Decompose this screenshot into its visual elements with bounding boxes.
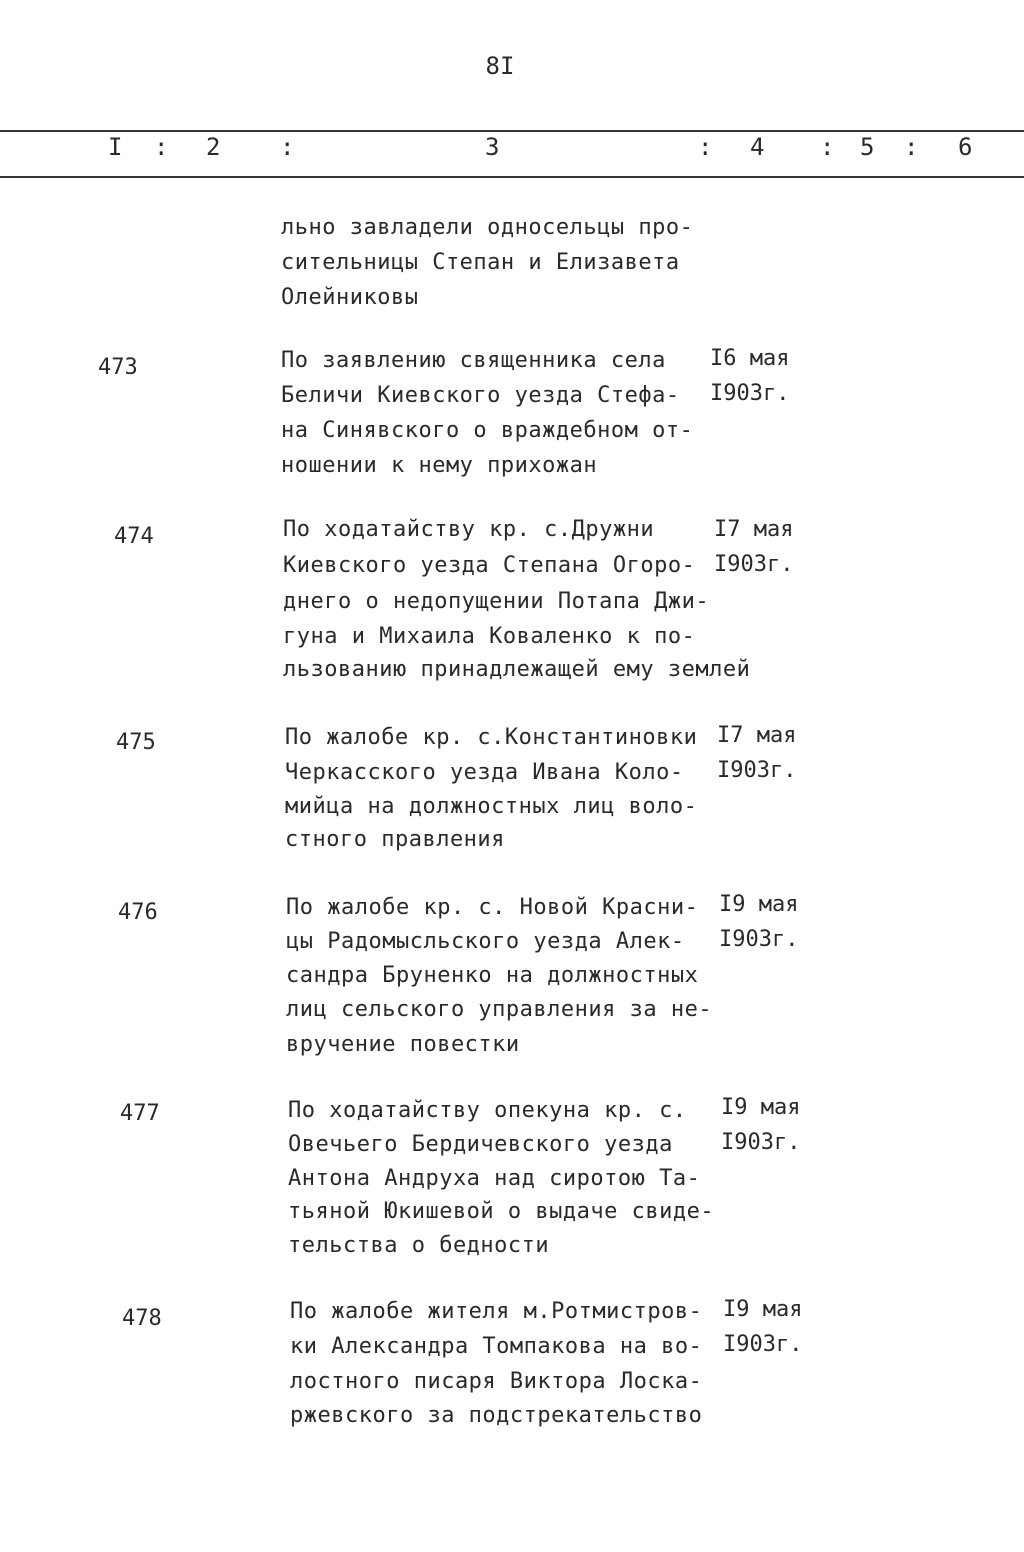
text-line: сандра Бруненко на должностных <box>286 963 699 988</box>
text-line: Черкасского уезда Ивана Коло- <box>285 760 684 785</box>
column-3-header: 3 <box>485 133 500 161</box>
text-line: лостного писаря Виктора Лоска- <box>290 1369 703 1394</box>
text-line: По жалобе кр. с.Константиновки <box>285 725 698 750</box>
text-line: тьяной Юкишевой о выдаче свиде- <box>288 1199 715 1224</box>
entry-date-year: I903г. <box>719 927 799 952</box>
entry-number: 477 <box>120 1101 160 1126</box>
entry-date-day: I7 мая <box>717 723 797 748</box>
column-separator: : <box>904 133 919 161</box>
column-2-header: 2 <box>206 133 221 161</box>
column-separator: : <box>820 133 835 161</box>
text-line: По жалобе кр. с. Новой Красни- <box>286 895 699 920</box>
page-number: 8I <box>485 52 515 80</box>
column-separator: : <box>154 133 169 161</box>
text-line: По ходатайству опекуна кр. с. <box>288 1098 687 1123</box>
column-5-header: 5 <box>860 133 875 161</box>
entry-date-year: I903г. <box>721 1130 801 1155</box>
text-line: на Синявского о враждебном от- <box>281 418 694 443</box>
text-line: лиц сельского управления за не- <box>286 997 713 1022</box>
text-line: днего о недопущении Потапа Джи- <box>283 589 710 614</box>
text-line: Киевского уезда Степана Огоро- <box>283 553 696 578</box>
entry-number: 474 <box>114 524 154 549</box>
text-line: мийца на должностных лиц воло- <box>285 794 698 819</box>
text-line: льзованию принадлежащей ему землей <box>283 657 751 682</box>
text-line: По ходатайству кр. с.Дружни <box>283 517 655 542</box>
entry-date-year: I903г. <box>717 758 797 783</box>
text-line: Антона Андруха над сиротою Та- <box>288 1166 701 1191</box>
column-1-header: I <box>108 133 123 161</box>
text-line: По жалобе жителя м.Ротмистров- <box>290 1299 703 1324</box>
text-line: гуна и Михаила Коваленко к по- <box>283 624 696 649</box>
entry-date-year: I903г. <box>714 552 794 577</box>
entry-date-day: I7 мая <box>714 517 794 542</box>
text-line: тельства о бедности <box>288 1233 550 1258</box>
header-bottom-rule <box>0 176 1024 178</box>
text-line: Беличи Киевского уезда Стефа- <box>281 383 680 408</box>
entry-date-day: I9 мая <box>723 1297 803 1322</box>
entry-date-year: I903г. <box>710 381 790 406</box>
column-separator: : <box>698 133 713 161</box>
text-line: ношении к нему прихожан <box>281 453 598 478</box>
text-line: ки Александра Томпакова на во- <box>290 1334 703 1359</box>
column-6-header: 6 <box>958 133 973 161</box>
column-4-header: 4 <box>750 133 765 161</box>
text-line: Олейниковы <box>281 285 419 310</box>
text-line: ржевского за подстрекательство <box>290 1403 703 1428</box>
entry-date-day: I9 мая <box>719 892 799 917</box>
entry-date-day: I6 мая <box>710 346 790 371</box>
entry-date-day: I9 мая <box>721 1095 801 1120</box>
text-line: цы Радомысльского уезда Алек- <box>286 929 685 954</box>
text-line: стного правления <box>285 827 505 852</box>
text-line: льно завладели односельцы про- <box>281 215 694 240</box>
entry-number: 475 <box>116 730 156 755</box>
entry-number: 478 <box>122 1306 162 1331</box>
entry-number: 473 <box>98 355 138 380</box>
text-line: вручение повестки <box>286 1032 520 1057</box>
entry-number: 476 <box>118 900 158 925</box>
entry-date-year: I903г. <box>723 1332 803 1357</box>
column-separator: : <box>280 133 295 161</box>
text-line: сительницы Степан и Елизавета <box>281 250 680 275</box>
text-line: Овечьего Бердичевского уезда <box>288 1132 673 1157</box>
text-line: По заявлению священника села <box>281 348 666 373</box>
